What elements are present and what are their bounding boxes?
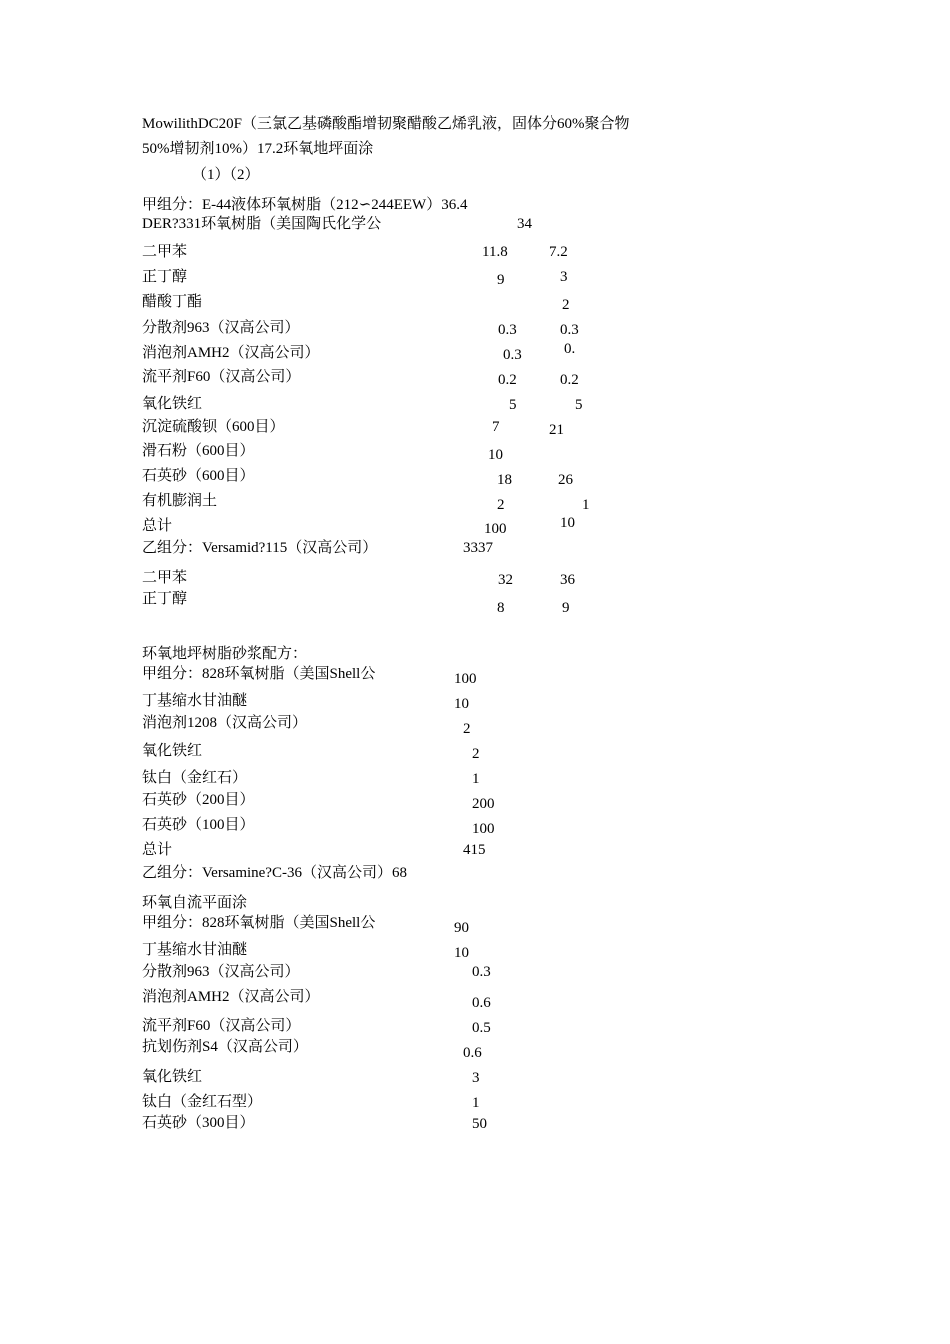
formula-1-item-name: 氧化铁红 — [142, 396, 203, 412]
formula-3-value: 90 — [454, 920, 469, 936]
formula-3-value: 10 — [454, 945, 469, 961]
formula-1-value-1: 11.8 — [482, 244, 508, 260]
formula-1-value-2: 1 — [582, 497, 590, 513]
formula-2-value: 1 — [472, 771, 480, 787]
formula-2-value: 2 — [472, 746, 480, 762]
formula-1-value-1: 34 — [517, 216, 532, 232]
formula-1-value-2: 0.3 — [560, 322, 579, 338]
formula-1-value-2: 7.2 — [549, 244, 568, 260]
formula-2-item-name: 甲组分：828环氧树脂（美国Shell公 — [142, 666, 376, 682]
formula-1-item-name: DER?331环氧树脂（美国陶氏化学公 — [142, 216, 382, 232]
formula-1-value-2: 3 — [560, 269, 568, 285]
formula-1-item-name: 二甲苯 — [142, 244, 188, 260]
formula-2-item-name: 乙组分：Versamine?C-36（汉高公司）68 — [142, 865, 407, 881]
formula-1-item-name: 沉淀硫酸钡（600目） — [142, 419, 285, 435]
intro-line-1: MowilithDC20F（三氯乙基磷酸酯增韧聚醋酸乙烯乳液，固体分60%聚合物 — [142, 116, 630, 132]
formula-1-value-2: 2 — [562, 297, 570, 313]
formula-1-value-2: 0.2 — [560, 372, 579, 388]
formula-1-item-name: 甲组分：E-44液体环氧树脂（212∽244EEW）36.4 — [142, 197, 468, 213]
formula-3-item-name: 分散剂963（汉高公司） — [142, 964, 300, 980]
formula-1-value-1: 100 — [484, 521, 507, 537]
formula-1-value-1: 3337 — [463, 540, 493, 556]
column-headers: （1）（2） — [192, 167, 260, 183]
formula-1-value-2: 10 — [560, 515, 575, 531]
formula-3-value: 1 — [472, 1095, 480, 1111]
formula-1-item-name: 有机膨润土 — [142, 493, 218, 509]
formula-2-value: 100 — [454, 671, 477, 687]
formula-3-value: 50 — [472, 1116, 487, 1132]
formula-2-item-name: 氧化铁红 — [142, 743, 203, 759]
formula-1-item-name: 消泡剂AMH2（汉高公司） — [142, 345, 320, 361]
formula-1-item-name: 石英砂（600目） — [142, 468, 255, 484]
formula-1-value-1: 0.3 — [498, 322, 517, 338]
formula-2-item-name: 石英砂（200目） — [142, 792, 255, 808]
formula-1-item-name: 正丁醇 — [142, 591, 188, 607]
formula-1-item-name: 流平剂F60（汉高公司） — [142, 369, 301, 385]
formula-3-value: 0.6 — [472, 995, 491, 1011]
formula-3-item-name: 氧化铁红 — [142, 1069, 203, 1085]
formula-1-value-2: 9 — [562, 600, 570, 616]
formula-3-item-name: 抗划伤剂S4（汉高公司） — [142, 1039, 308, 1055]
formula-2-value: 2 — [463, 721, 471, 737]
formula-2-item-name: 石英砂（100目） — [142, 817, 255, 833]
formula-1-value-2: 26 — [558, 472, 573, 488]
formula-2-item-name: 消泡剂1208（汉高公司） — [142, 715, 308, 731]
formula-3-title: 环氧自流平面涂 — [142, 895, 248, 911]
formula-3-item-name: 石英砂（300目） — [142, 1115, 255, 1131]
formula-1-item-name: 正丁醇 — [142, 269, 188, 285]
formula-1-value-2: 0. — [564, 341, 576, 357]
formula-2-value: 415 — [463, 842, 486, 858]
formula-1-value-1: 18 — [497, 472, 512, 488]
formula-2-value: 100 — [472, 821, 495, 837]
formula-1-item-name: 醋酸丁酯 — [142, 294, 203, 310]
formula-1-value-1: 10 — [488, 447, 503, 463]
formula-1-value-2: 5 — [575, 397, 583, 413]
formula-2-value: 200 — [472, 796, 495, 812]
formula-3-item-name: 丁基缩水甘油醚 — [142, 942, 248, 958]
formula-1-value-2: 21 — [549, 422, 564, 438]
formula-2-item-name: 总计 — [142, 842, 173, 858]
intro-line-2: 50%增韧剂10%）17.2环氧地坪面涂 — [142, 141, 374, 157]
formula-3-value: 3 — [472, 1070, 480, 1086]
formula-3-item-name: 甲组分：828环氧树脂（美国Shell公 — [142, 915, 376, 931]
formula-1-value-1: 7 — [492, 419, 500, 435]
formula-1-value-1: 0.3 — [503, 347, 522, 363]
formula-3-value: 0.5 — [472, 1020, 491, 1036]
formula-1-item-name: 乙组分：Versamid?115（汉高公司） — [142, 540, 378, 556]
formula-3-value: 0.6 — [463, 1045, 482, 1061]
formula-3-item-name: 钛白（金红石型） — [142, 1094, 263, 1110]
formula-3-value: 0.3 — [472, 964, 491, 980]
formula-1-value-1: 5 — [509, 397, 517, 413]
formula-3-item-name: 消泡剂AMH2（汉高公司） — [142, 989, 320, 1005]
formula-2-item-name: 丁基缩水甘油醚 — [142, 693, 248, 709]
formula-2-title: 环氧地坪树脂砂浆配方： — [142, 646, 308, 662]
formula-1-value-1: 8 — [497, 600, 505, 616]
formula-1-value-1: 32 — [498, 572, 513, 588]
formula-1-item-name: 二甲苯 — [142, 570, 188, 586]
formula-1-item-name: 滑石粉（600目） — [142, 443, 255, 459]
formula-1-value-2: 36 — [560, 572, 575, 588]
formula-3-item-name: 流平剂F60（汉高公司） — [142, 1018, 301, 1034]
formula-1-value-1: 0.2 — [498, 372, 517, 388]
formula-2-value: 10 — [454, 696, 469, 712]
formula-2-item-name: 钛白（金红石） — [142, 770, 248, 786]
formula-1-item-name: 分散剂963（汉高公司） — [142, 320, 300, 336]
formula-1-item-name: 总计 — [142, 518, 173, 534]
formula-1-value-1: 9 — [497, 272, 505, 288]
formula-1-value-1: 2 — [497, 497, 505, 513]
